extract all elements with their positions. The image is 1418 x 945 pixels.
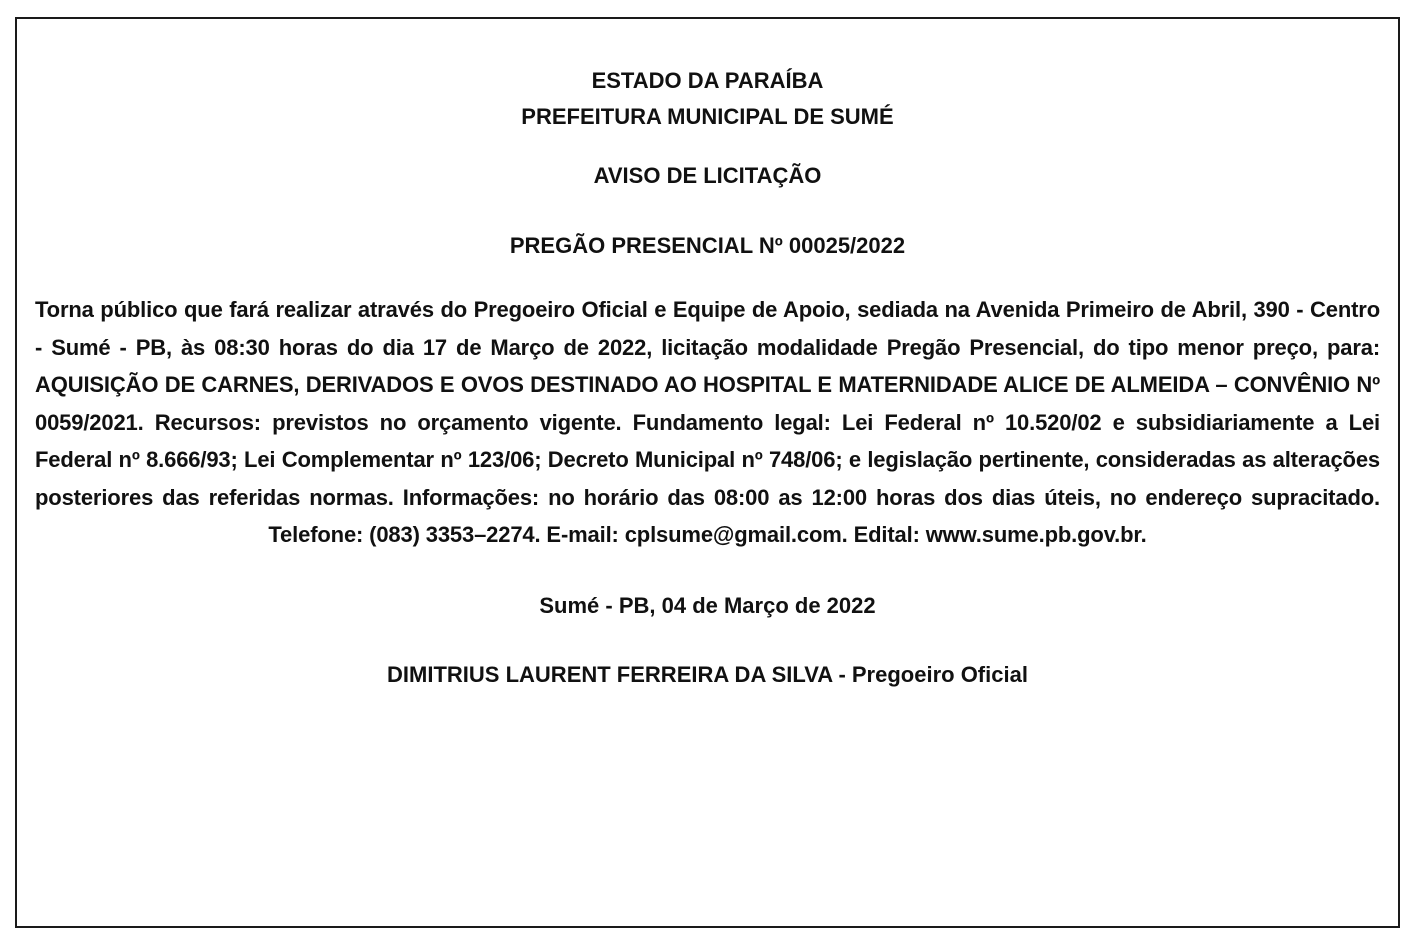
notice-frame <box>15 17 1400 928</box>
notice-date: Sumé - PB, 04 de Março de 2022 <box>539 592 876 618</box>
notice-content <box>35 63 1380 690</box>
notice-title: AVISO DE LICITAÇÃO <box>593 163 822 188</box>
notice-signer: DIMITRIUS LAURENT FERREIRA DA SILVA - Pregoeiro Oficial <box>387 661 1028 687</box>
state-name: ESTADO DA PARAÍBA <box>591 68 824 93</box>
notice-header <box>35 63 1380 135</box>
notice-body: Torna público que fará realizar através do Pregoeiro Oficial e Equipe de Apoio, sediada na Avenida Primeiro de Abril, 390 - Centro - Sumé - PB, às 08:30 horas do dia 17 de Março de 2022, licitação modalidade Pregão Presencial, do tipo menor preço, para: AQUISIÇÃO DE CARNES, DERIVADOS E OVOS DESTINADO AO HOSPITAL E MATERNIDADE ALICE DE ALMEIDA – CONVÊNIO Nº 0059/2021. Recursos: previstos no orçamento vigente. Fundamento legal: Lei Federal nº 10.520/02 e subsidiariamente a Lei Federal nº 8.666/93; Lei Complementar nº 123/06; Decreto Municipal nº 748/06; e legislação pertinente, consideradas as alterações posteriores das referidas normas. Informações: no horário das 08:00 as 12:00 horas dos dias úteis, no endereço supracitado. Telefone: (083) 3353–2274. E-mail: cplsume@gmail.com. Edital: www.sume.pb.gov.br. <box>35 297 1380 547</box>
municipality-name: PREFEITURA MUNICIPAL DE SUMÉ <box>521 104 894 129</box>
notice-subtitle: PREGÃO PRESENCIAL Nº 00025/2022 <box>509 233 906 258</box>
